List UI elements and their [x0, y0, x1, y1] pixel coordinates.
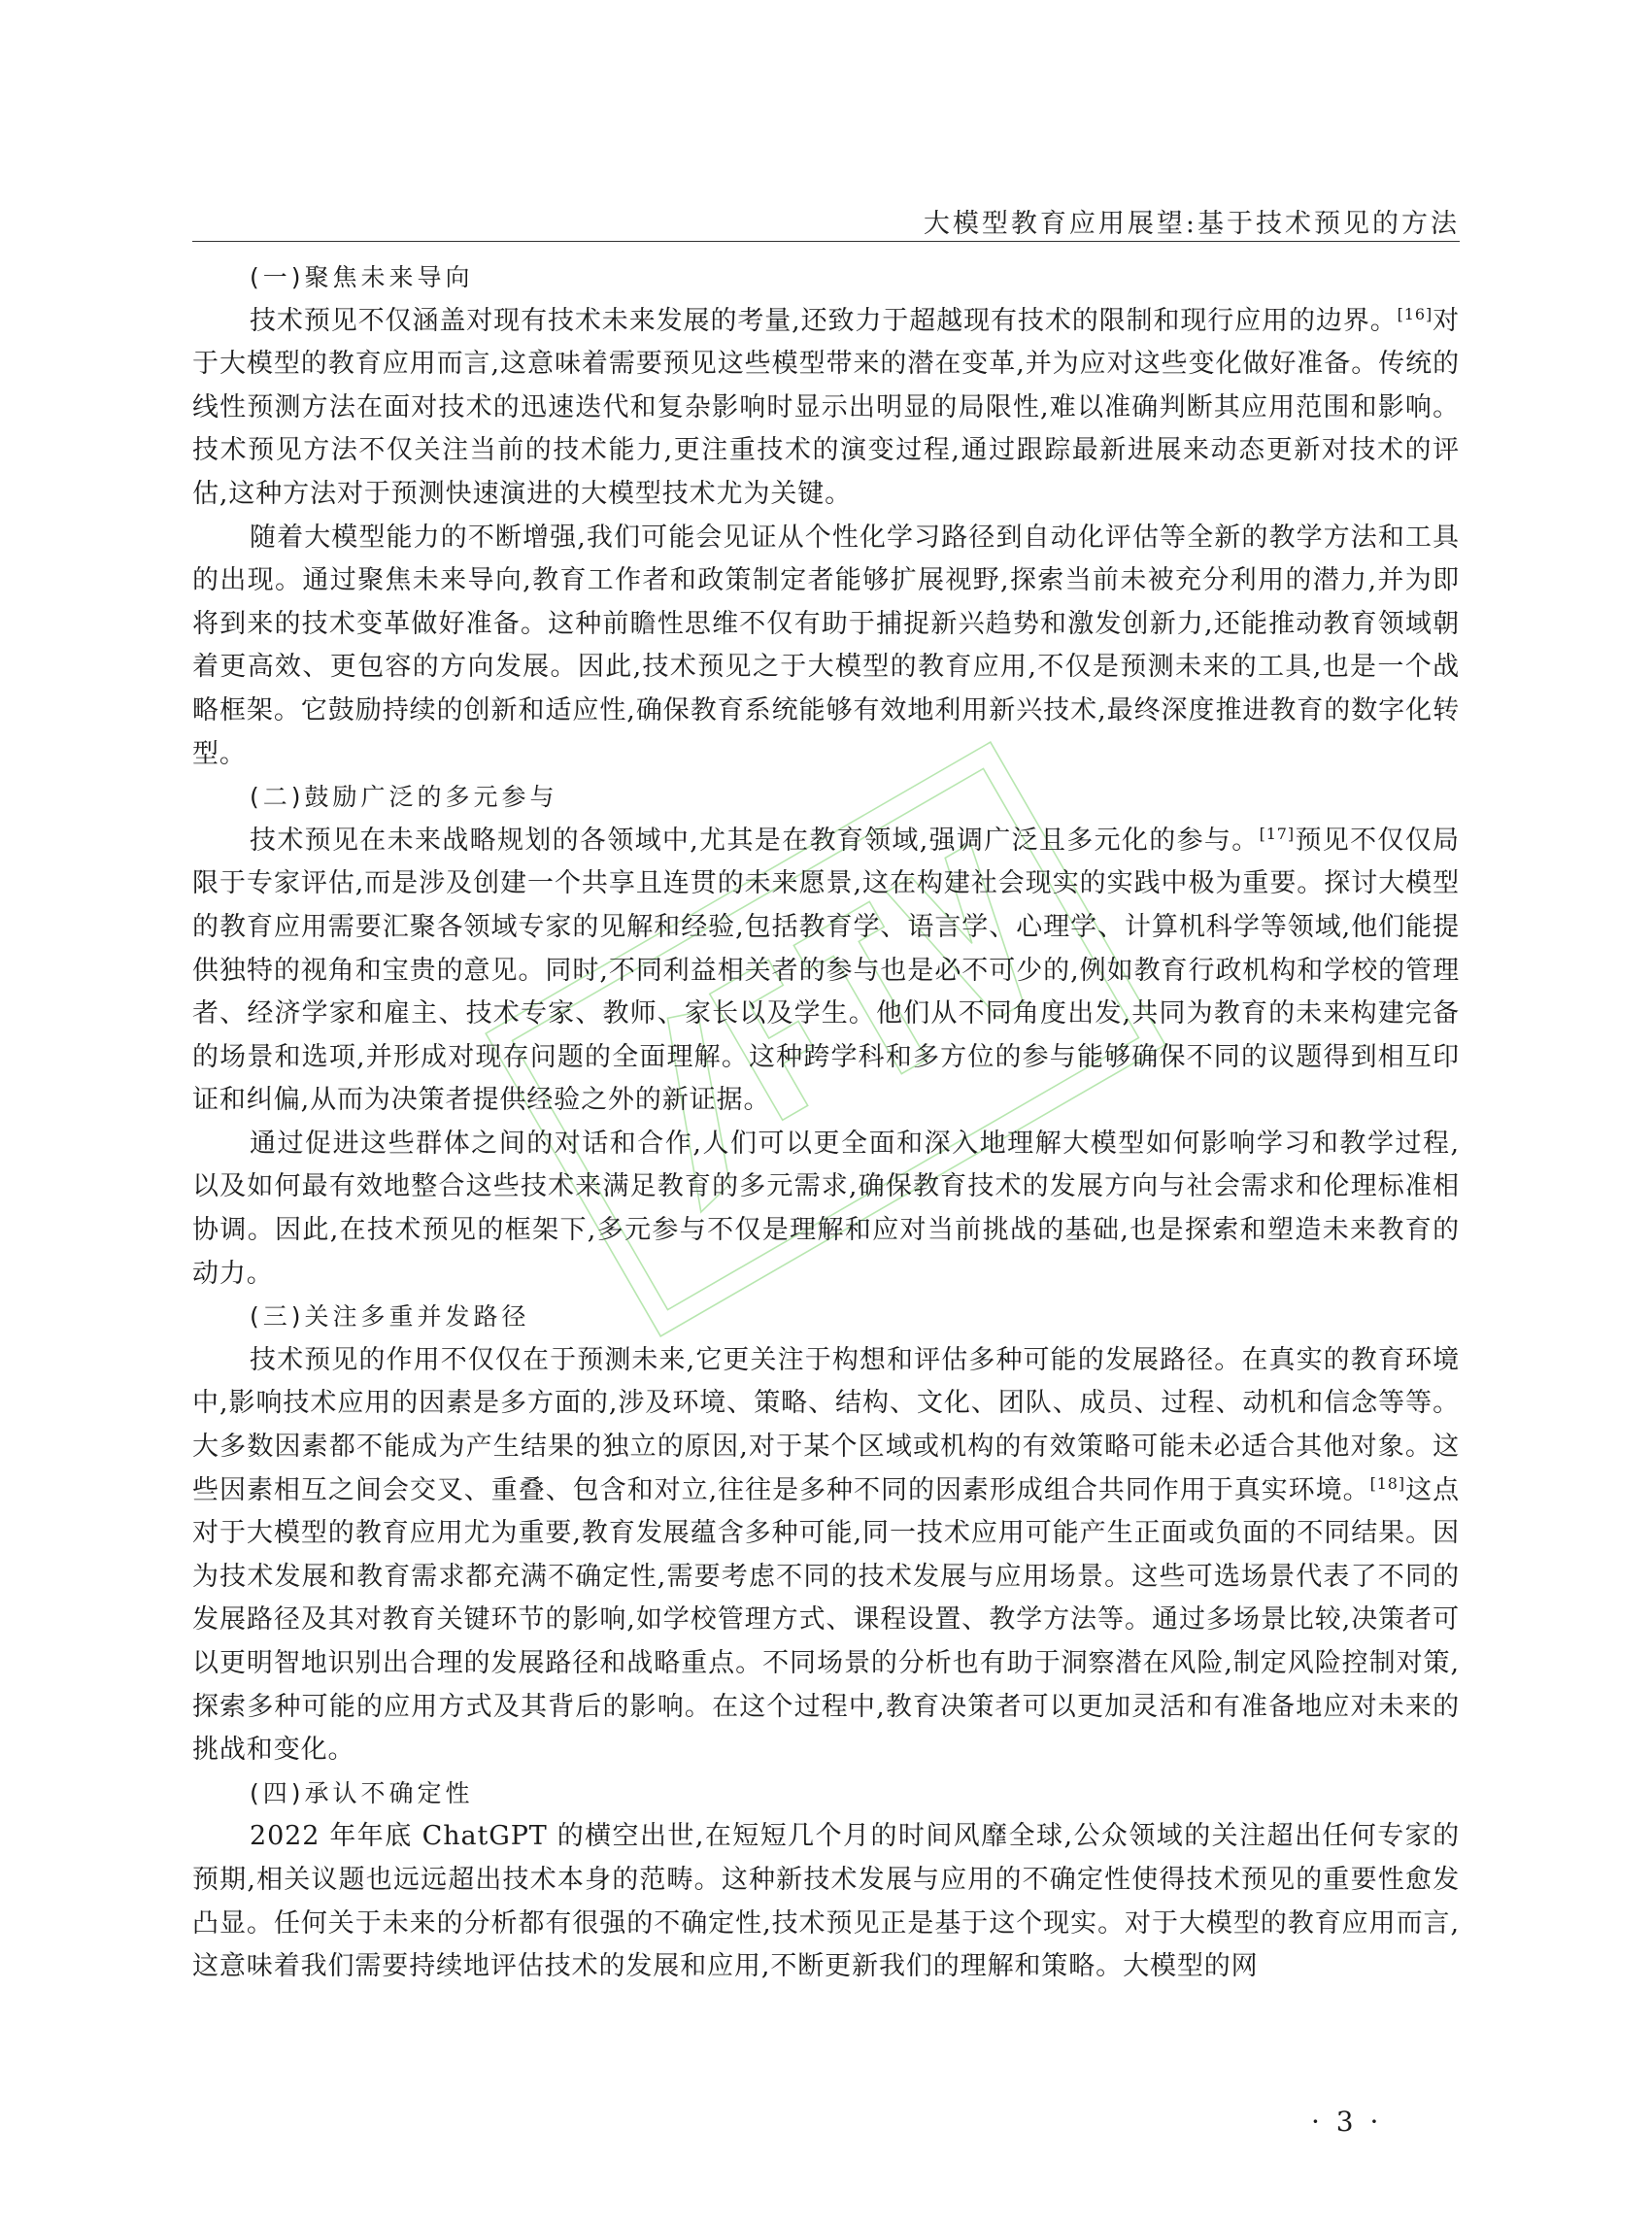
article-body — [192, 256, 1460, 1989]
body-paragraph — [192, 517, 1460, 777]
paragraph-text: 技术预见的作用不仅仅在于预测未来,它更关注于构想和评估多种可能的发展路径。在真实的教育环境中,影响技术应用的因素是多方面的,涉及环境、策略、结构、文化、团队、成员、过程、动机和信念等等。大多数因素都不能成为产生结果的独立的原因,对于某个区域或机构的有效策略可能未必适合其他对象。这些因素相互之间会交叉、重叠、包含和对立,往往是多种不同的因素形成组合共同作用于真实环境。 — [192, 1344, 1460, 1505]
section-heading: (四)承认不确定性 — [250, 1778, 474, 1807]
body-paragraph — [192, 1123, 1460, 1296]
citation-marker: [18] — [1369, 1473, 1406, 1493]
section-heading: (一)聚焦未来导向 — [250, 263, 474, 291]
body-paragraph — [192, 820, 1460, 1123]
body-paragraph — [192, 300, 1460, 517]
paragraph-text: 2022 年年底 ChatGPT 的横空出世,在短短几个月的时间风靡全球,公众领域的关注超出任何专家的预期,相关议题也远远超出技术本身的范畴。这种新技术发展与应用的不确定性使得技术预见的重要性愈发凸显。任何关于未来的分析都有很强的不确定性,技术预见正是基于这个现实。对于大模型的教育应用而言,这意味着我们需要持续地评估技术的发展和应用,不断更新我们的理解和策略。大模型的网 — [192, 1821, 1460, 1982]
paragraph-text: 技术预见在未来战略规划的各领域中,尤其是在教育领域,强调广泛且多元化的参与。 — [250, 825, 1260, 856]
citation-marker: [16] — [1397, 304, 1433, 323]
paragraph-text: 技术预见不仅涵盖对现有技术未来发展的考量,还致力于超越现有技术的限制和现行应用的边界。 — [250, 305, 1398, 336]
body-paragraph — [192, 1815, 1460, 1988]
paragraph-text: 随着大模型能力的不断增强,我们可能会见证从个性化学习路径到自动化评估等全新的教学方法和工具的出现。通过聚焦未来导向,教育工作者和政策制定者能够扩展视野,探索当前未被充分利用的潜力,并为即将到来的技术变革做好准备。这种前瞻性思维不仅有助于捕捉新兴趋势和激发创新力,还能推动教育领域朝着更高效、更包容的方向发展。因此,技术预见之于大模型的教育应用,不仅是预测未来的工具,也是一个战略框架。它鼓励持续的创新和适应性,确保教育系统能够有效地利用新兴技术,最终深度推进教育的数字化转型。 — [192, 522, 1460, 769]
paragraph-text: 预见不仅仅局限于专家评估,而是涉及创建一个共享且连贯的未来愿景,这在构建社会现实的实践中极为重要。探讨大模型的教育应用需要汇聚各领域专家的见解和经验,包括教育学、语言学、心理学、计算机科学等领域,他们能提供独特的视角和宝贵的意见。同时,不同利益相关者的参与也是必不可少的,例如教育行政机构和学校的管理者、经济学家和雇主、技术专家、教师、家长以及学生。他们从不同角度出发,共同为教育的未来构建完备的场景和选项,并形成对现存问题的全面理解。这种跨学科和多方位的参与能够确保不同的议题得到相互印证和纠偏,从而为决策者提供经验之外的新证据。 — [192, 825, 1460, 1116]
paragraph-text: 通过促进这些群体之间的对话和合作,人们可以更全面和深入地理解大模型如何影响学习和教学过程,以及如何最有效地整合这些技术来满足教育的多元需求,确保教育技术的发展方向与社会需求和伦理标准相协调。因此,在技术预见的框架下,多元参与不仅是理解和应对当前挑战的基础,也是探索和塑造未来教育的动力。 — [192, 1128, 1460, 1289]
header-rule — [192, 241, 1460, 242]
paragraph-text: 对于大模型的教育应用而言,这意味着需要预见这些模型带来的潜在变革,并为应对这些变化做好准备。传统的线性预测方法在面对技术的迅速迭代和复杂影响时显示出明显的局限性,难以准确判断其应用范围和影响。技术预见方法不仅关注当前的技术能力,更注重技术的演变过程,通过跟踪最新进展来动态更新对技术的评估,这种方法对于预测快速演进的大模型技术尤为关键。 — [192, 305, 1461, 509]
body-paragraph — [192, 1339, 1460, 1772]
page-number: · 3 · — [1311, 2106, 1383, 2138]
citation-marker: [17] — [1259, 824, 1296, 843]
section-heading: (三)关注多重并发路径 — [250, 1302, 530, 1332]
paragraph-text: 这点对于大模型的教育应用尤为重要,教育发展蕴含多种可能,同一技术应用可能产生正面或负面的不同结果。因为技术发展和教育需求都充满不确定性,需要考虑不同的技术发展与应用场景。这些可选场景代表了不同的发展路径及其对教育关键环节的影响,如学校管理方式、课程设置、教学方法等。通过多场景比较,决策者可以更明智地识别出合理的发展路径和战略重点。不同场景的分析也有助于洞察潜在风险,制定风险控制对策,探索多种可能的应用方式及其背后的影响。在这个过程中,教育决策者可以更加灵活和有准备地应对未来的挑战和变化。 — [192, 1474, 1460, 1766]
section-heading: (二)鼓励广泛的多元参与 — [250, 783, 558, 812]
running-header-title: 大模型教育应用展望:基于技术预见的方法 — [923, 209, 1460, 239]
